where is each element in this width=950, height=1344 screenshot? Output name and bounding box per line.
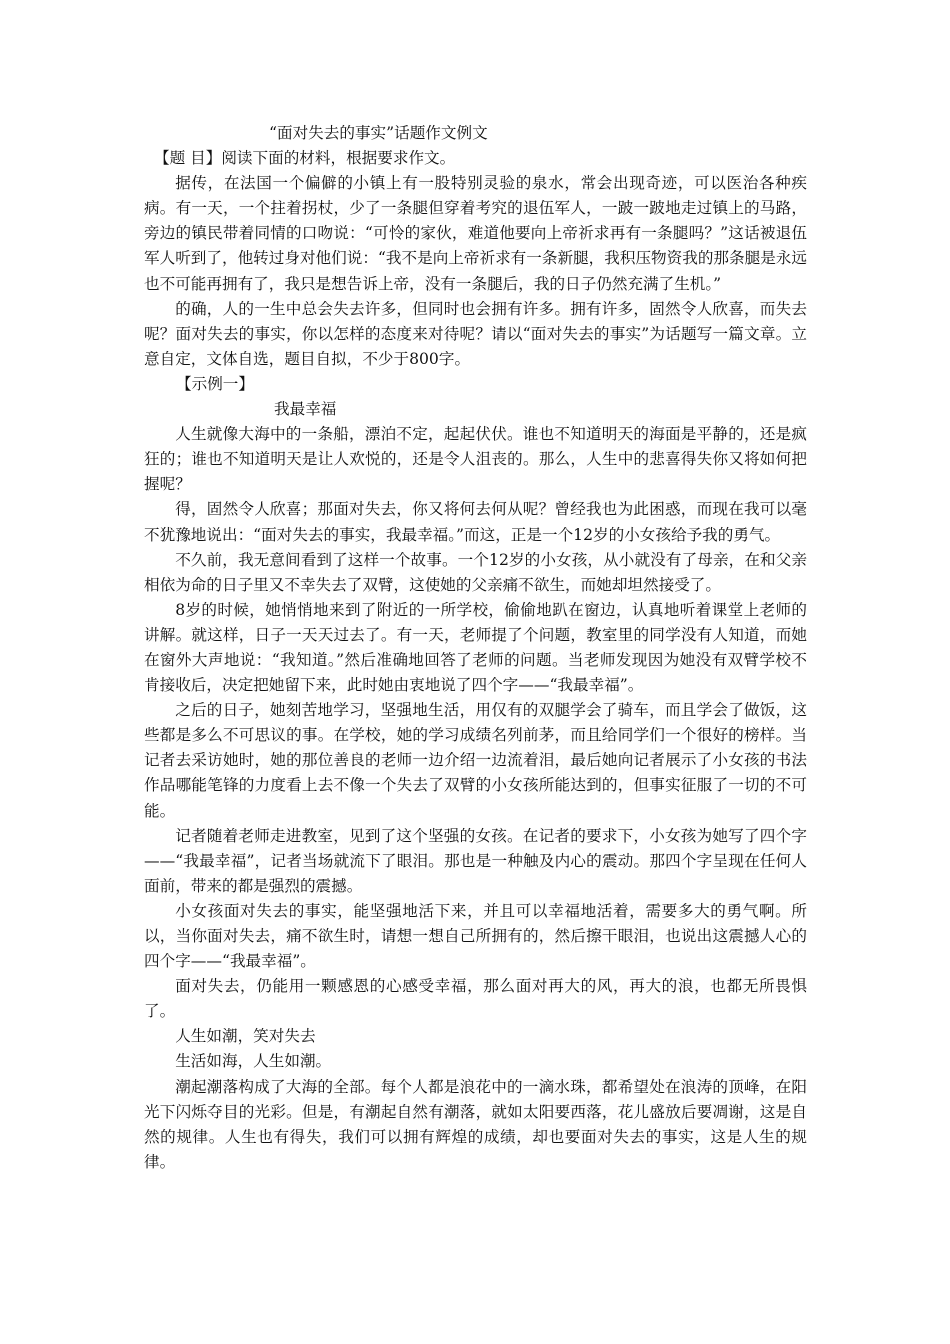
prompt-paragraph: 据传，在法国一个偏僻的小镇上有一股特别灵验的泉水，常会出现奇迹，可以医治各种疾病。有一天，一个拄着拐杖，少了一条腿但穿着考究的退伍军人，一跛一跛地走过镇上的马路，旁边的镇民带着同情的口吻说：“可怜的家伙，难道他要向上帝祈求再有一条腿吗？”这话被退伍军人听到了，他转过身对他们说：“我不是向上帝祈求有一条新腿，我积压物资我的那条腿是永远也不可能再拥有了，我只是想告诉上帝，没有一条腿后，我的日子仍然充满了生机。” [144, 174, 807, 293]
essay-title: 我最幸福 [274, 400, 337, 419]
essay-paragraph: 不久前，我无意间看到了这样一个故事。一个12岁的小女孩，从小就没有了母亲，在和父亲相依为命的日子里又不幸失去了双臂，这使她的父亲痛不欲生，而她却坦然接受了。 [144, 550, 807, 594]
essay-paragraph: 得，固然令人欣喜；那面对失去，你又将何去何从呢？曾经我也为此困惑，而现在我可以毫不犹豫地说出：“面对失去的事实，我最幸福。”而这，正是一个12岁的小女孩给予我的勇气。 [144, 500, 807, 544]
essay-paragraph: 潮起潮落构成了大海的全部。每个人都是浪花中的一滴水珠，都希望处在浪涛的顶峰，在阳光下闪烁夺目的光彩。但是，有潮起自然有潮落，就如太阳要西落，花儿盛放后要凋谢，这是自然的规律。人生也有得失，我们可以拥有辉煌的成绩，却也要面对失去的事实，这是人生的规律。 [144, 1077, 807, 1171]
essay-paragraph: 之后的日子，她刻苦地学习，坚强地生活，用仅有的双腿学会了骑车，而且学会了做饭，这些都是多么不可思议的事。在学校，她的学习成绩名列前茅，而且给同学们一个很好的榜样。当记者去采访她时，她的那位善良的老师一边介绍一边流着泪，最后她向记者展示了小女孩的书法作品哪能笔锋的力度看上去不像一个失去了双臂的小女孩所能达到的，但事实征服了一切的不可能。 [144, 701, 807, 820]
prompt-paragraph: 的确，人的一生中总会失去许多，但同时也会拥有许多。拥有许多，固然令人欣喜，而失去呢？面对失去的事实，你以怎样的态度来对待呢？请以“面对失去的事实”为话题写一篇文章。立意自定，文体自选，题目自拟，不少于800字。 [144, 299, 807, 368]
example-label: 【示例一】 [176, 374, 254, 393]
essay-paragraph: 记者随着老师走进教室，见到了这个坚强的女孩。在记者的要求下，小女孩为她写了四个字——“我最幸福”，记者当场就流下了眼泪。那也是一种触及内心的震动。那四个字呈现在任何人面前，带来的都是强烈的震撼。 [144, 826, 807, 895]
essay-paragraph: 生活如海，人生如潮。 [175, 1052, 332, 1071]
essay-paragraph: 人生如潮，笑对失去 [175, 1027, 316, 1046]
prompt-label: 【题 目】阅读下面的材料，根据要求作文。 [154, 149, 456, 168]
essay-paragraph: 小女孩面对失去的事实，能坚强地活下来，并且可以幸福地活着，需要多大的勇气啊。所以，当你面对失去，痛不欲生时，请想一想自己所拥有的，然后擦干眼泪，也说出这震撼人心的四个字——“我最幸福”。 [144, 901, 807, 971]
document-title: “面对失去的事实”话题作文例文 [269, 124, 488, 142]
essay-paragraph: 面对失去，仍能用一颗感恩的心感受幸福，那么面对再大的风，再大的浪，也都无所畏惧了。 [144, 977, 807, 1021]
document-body [144, 121, 807, 1175]
essay-paragraph: 8岁的时候，她悄悄地来到了附近的一所学校，偷偷地趴在窗边，认真地听着课堂上老师的讲解。就这样，日子一天天过去了。有一天，老师提了个问题，教室里的同学没有人知道，而她在窗外大声地说：“我知道。”然后准确地回答了老师的问题。当老师发现因为她没有双臂学校不肯接收后，决定把她留下来，此时她由衷地说了四个字——“我最幸福”。 [144, 600, 807, 695]
essay-paragraph: 人生就像大海中的一条船，漂泊不定，起起伏伏。谁也不知道明天的海面是平静的，还是疯狂的；谁也不知道明天是让人欢悦的，还是令人沮丧的。那么，人生中的悲喜得失你又将如何把握呢？ [144, 425, 807, 494]
